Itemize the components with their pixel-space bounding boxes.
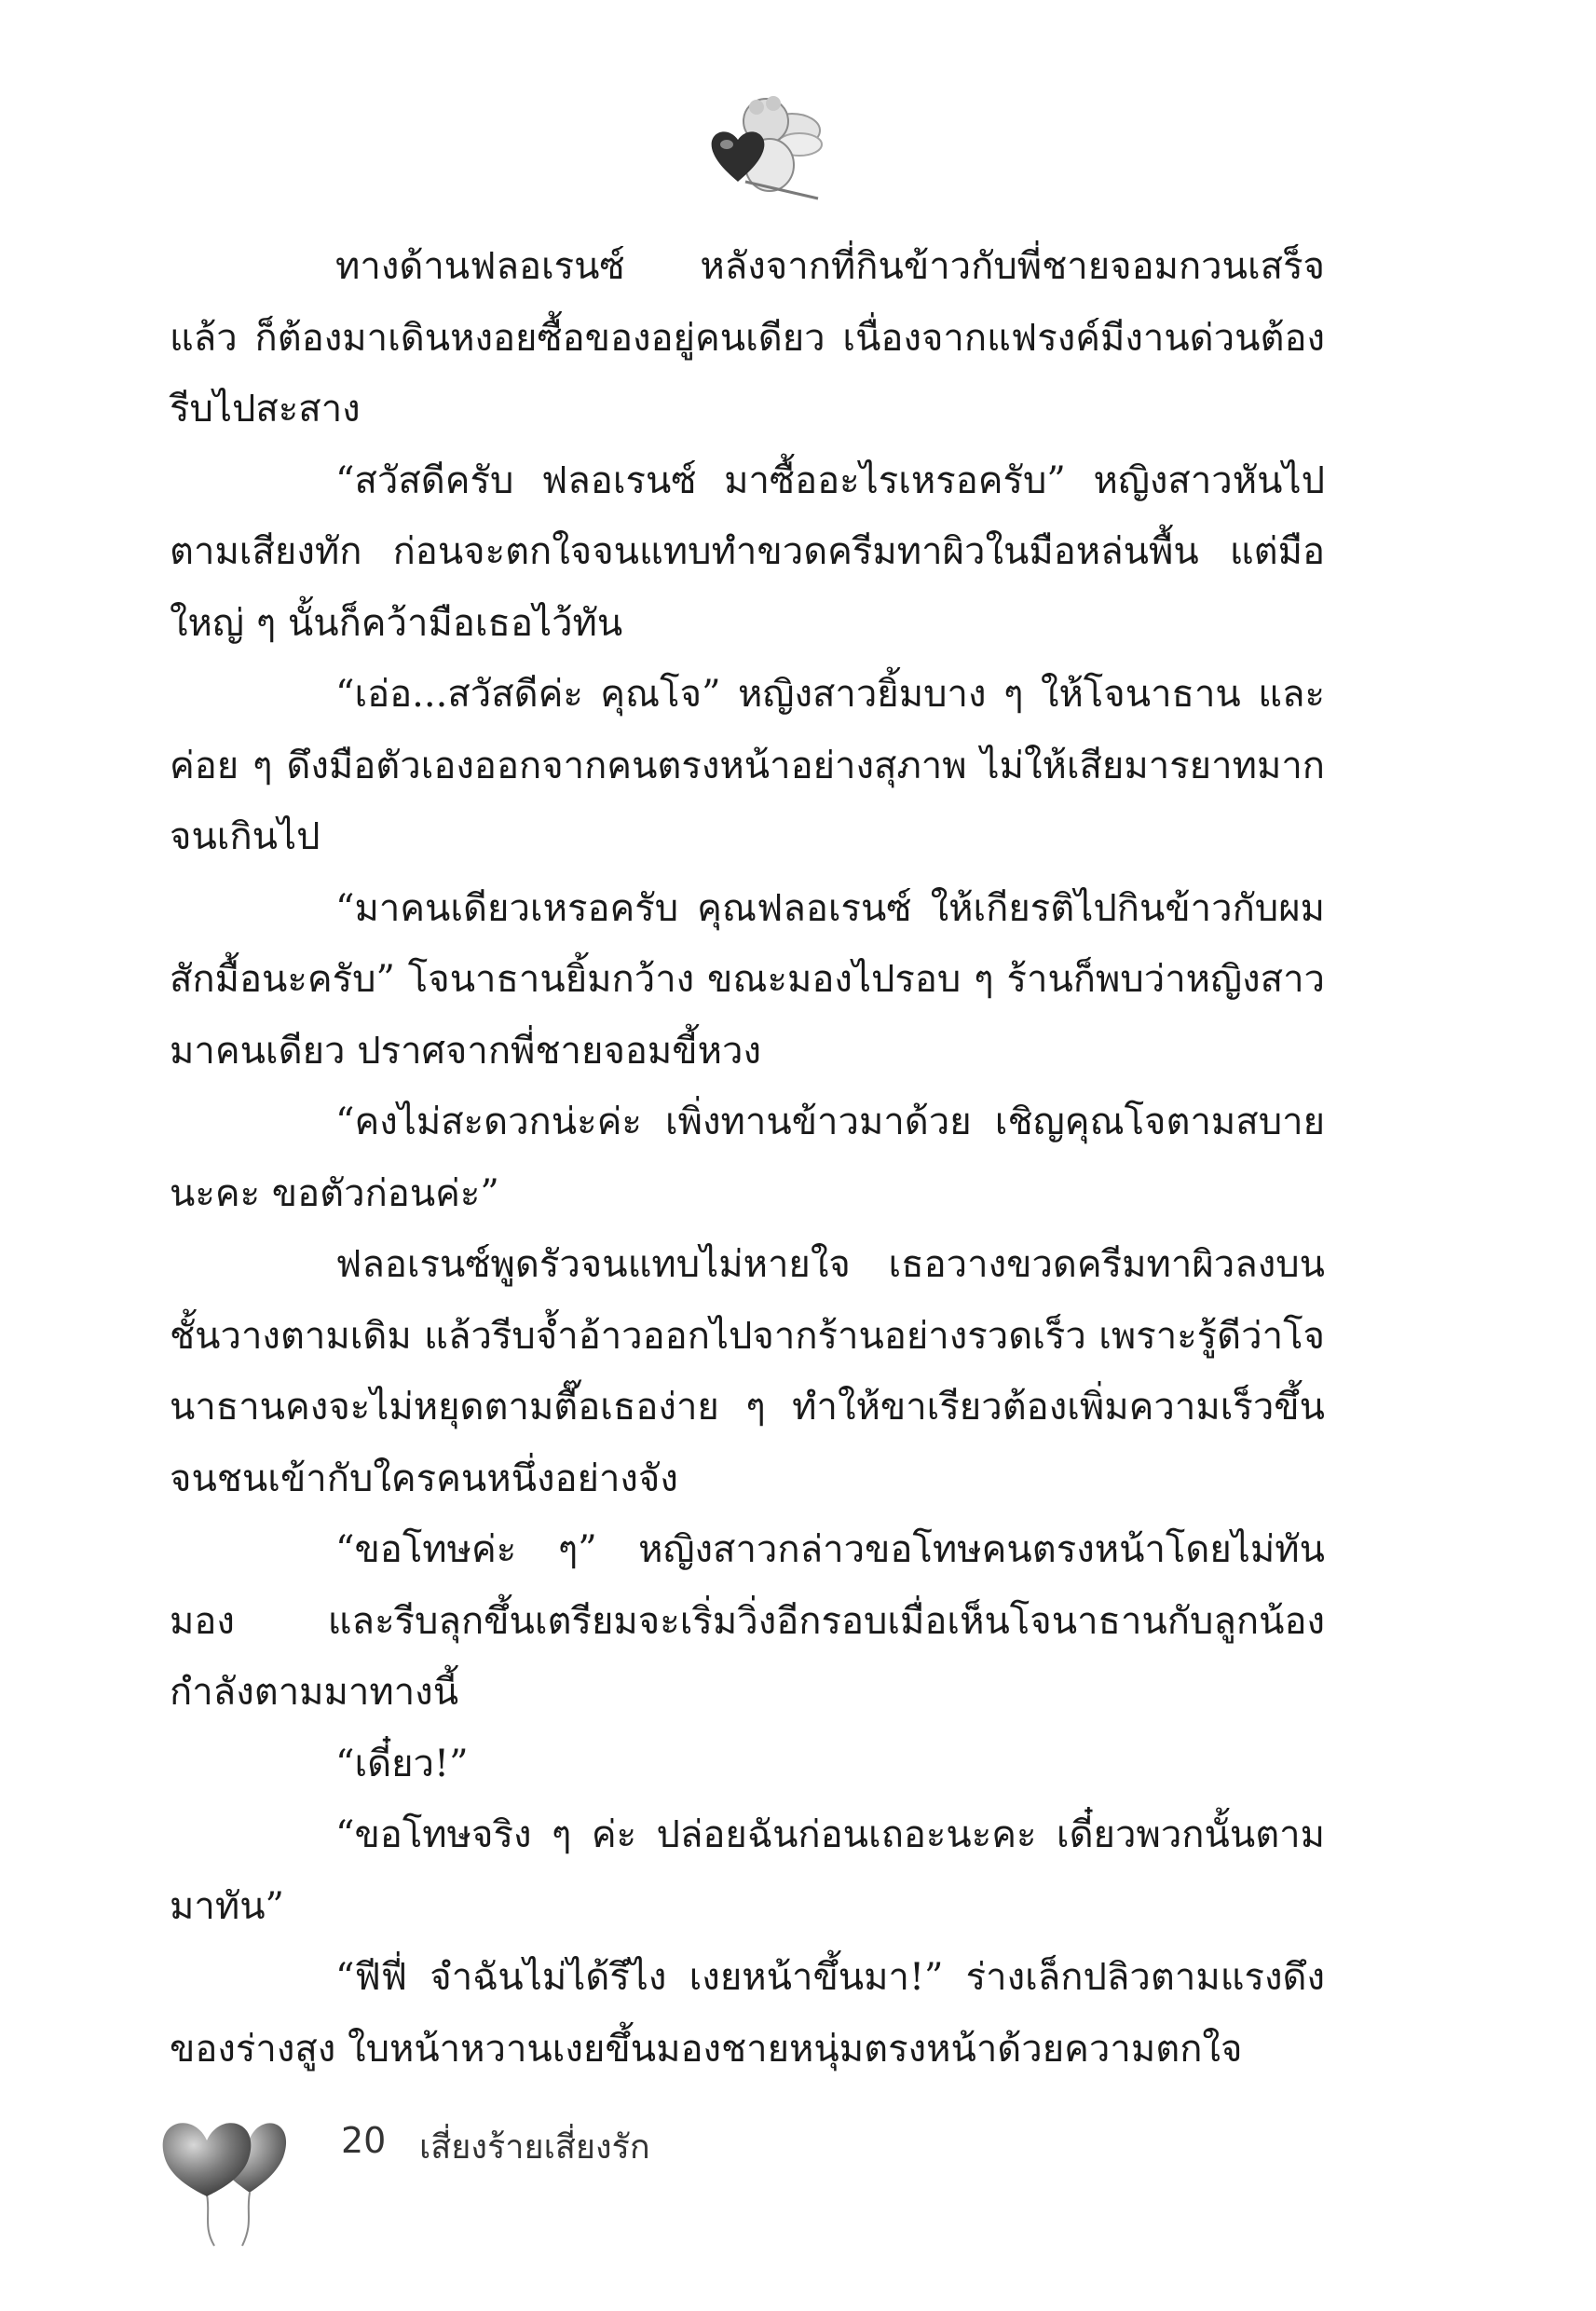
paragraph: “เดี๋ยว!” [335, 1742, 469, 1785]
story-text [170, 231, 1325, 2085]
paragraph: “คงไม่สะดวกน่ะค่ะ เพิ่งทานข้าวมาด้วย เชิญคุณโจตามสบายนะคะ ขอตัวก่อนค่ะ” [170, 1101, 1325, 1215]
paragraph: “ขอโทษจริง ๆ ค่ะ ปล่อยฉันก่อนเถอะนะคะ เดี๋ยวพวกนั้นตามมาทัน” [170, 1813, 1325, 1928]
page-number: 20 [341, 2120, 387, 2161]
page-footer [149, 2083, 801, 2250]
cupid-with-heart-icon [699, 89, 829, 205]
paragraph: “ขอโทษค่ะ ๆ” หญิงสาวกล่าวขอโทษคนตรงหน้าโดยไม่ทันมอง และรีบลุกขึ้นเตรียมจะเริ่มวิ่งอีกรอบเมื่อเห็นโจนาธานกับลูกน้องกำลังตามมาทางนี้ [170, 1528, 1325, 1714]
paragraph: “ฟีฟี่ จำฉันไม่ได้รึไง เงยหน้าขึ้นมา!” ร่างเล็กปลิวตามแรงดึงของร่างสูง ใบหน้าหวานเงยขึ้นมองชายหนุ่มตรงหน้าด้วยความตกใจ [170, 1956, 1325, 2071]
paragraph: “มาคนเดียวเหรอครับ คุณฟลอเรนซ์ ให้เกียรติไปกินข้าวกับผมสักมื้อนะครับ” โจนาธานยิ้มกว้าง ขณะมองไปรอบ ๆ ร้านก็พบว่าหญิงสาวมาคนเดียว ปราศจากพี่ชายจอมขี้หวง [170, 886, 1325, 1073]
paragraph: “สวัสดีครับ ฟลอเรนซ์ มาซื้ออะไรเหรอครับ” หญิงสาวหันไปตามเสียงทัก ก่อนจะตกใจจนแทบทำขวดครีมทาผิวในมือหล่นพื้น แต่มือใหญ่ ๆ นั้นก็คว้ามือเธอไว้ทัน [170, 458, 1325, 645]
paragraph: “เอ่อ...สวัสดีค่ะ คุณโจ” หญิงสาวยิ้มบาง ๆ ให้โจนาธาน และค่อย ๆ ดึงมือตัวเองออกจากคนตรงหน้าอย่างสุภาพ ไม่ให้เสียมารยาทมากจนเกินไป [170, 673, 1325, 858]
paragraph: ทางด้านฟลอเรนซ์ หลังจากที่กินข้าวกับพี่ชายจอมกวนเสร็จแล้ว ก็ต้องมาเดินหงอยซื้อของอยู่คนเดียว เนื่องจากแฟรงค์มีงานด่วนต้องรีบไปสะสาง [170, 245, 1325, 431]
paragraph: ฟลอเรนซ์พูดรัวจนแทบไม่หายใจ เธอวางขวดครีมทาผิวลงบนชั้นวางตามเดิม แล้วรีบจ้ำอ้าวออกไปจากร้านอย่างรวดเร็ว เพราะรู้ดีว่าโจนาธานคงจะไม่หยุดตามตื๊อเธอง่าย ๆ ทำให้ขาเรียวต้องเพิ่มความเร็วขึ้นจนชนเข้ากับใครคนหนึ่งอย่างจัง [170, 1243, 1325, 1500]
book-title: เสี่ยงร้ายเสี่ยงรัก [419, 2128, 650, 2167]
heart-balloons-icon [149, 2083, 335, 2250]
